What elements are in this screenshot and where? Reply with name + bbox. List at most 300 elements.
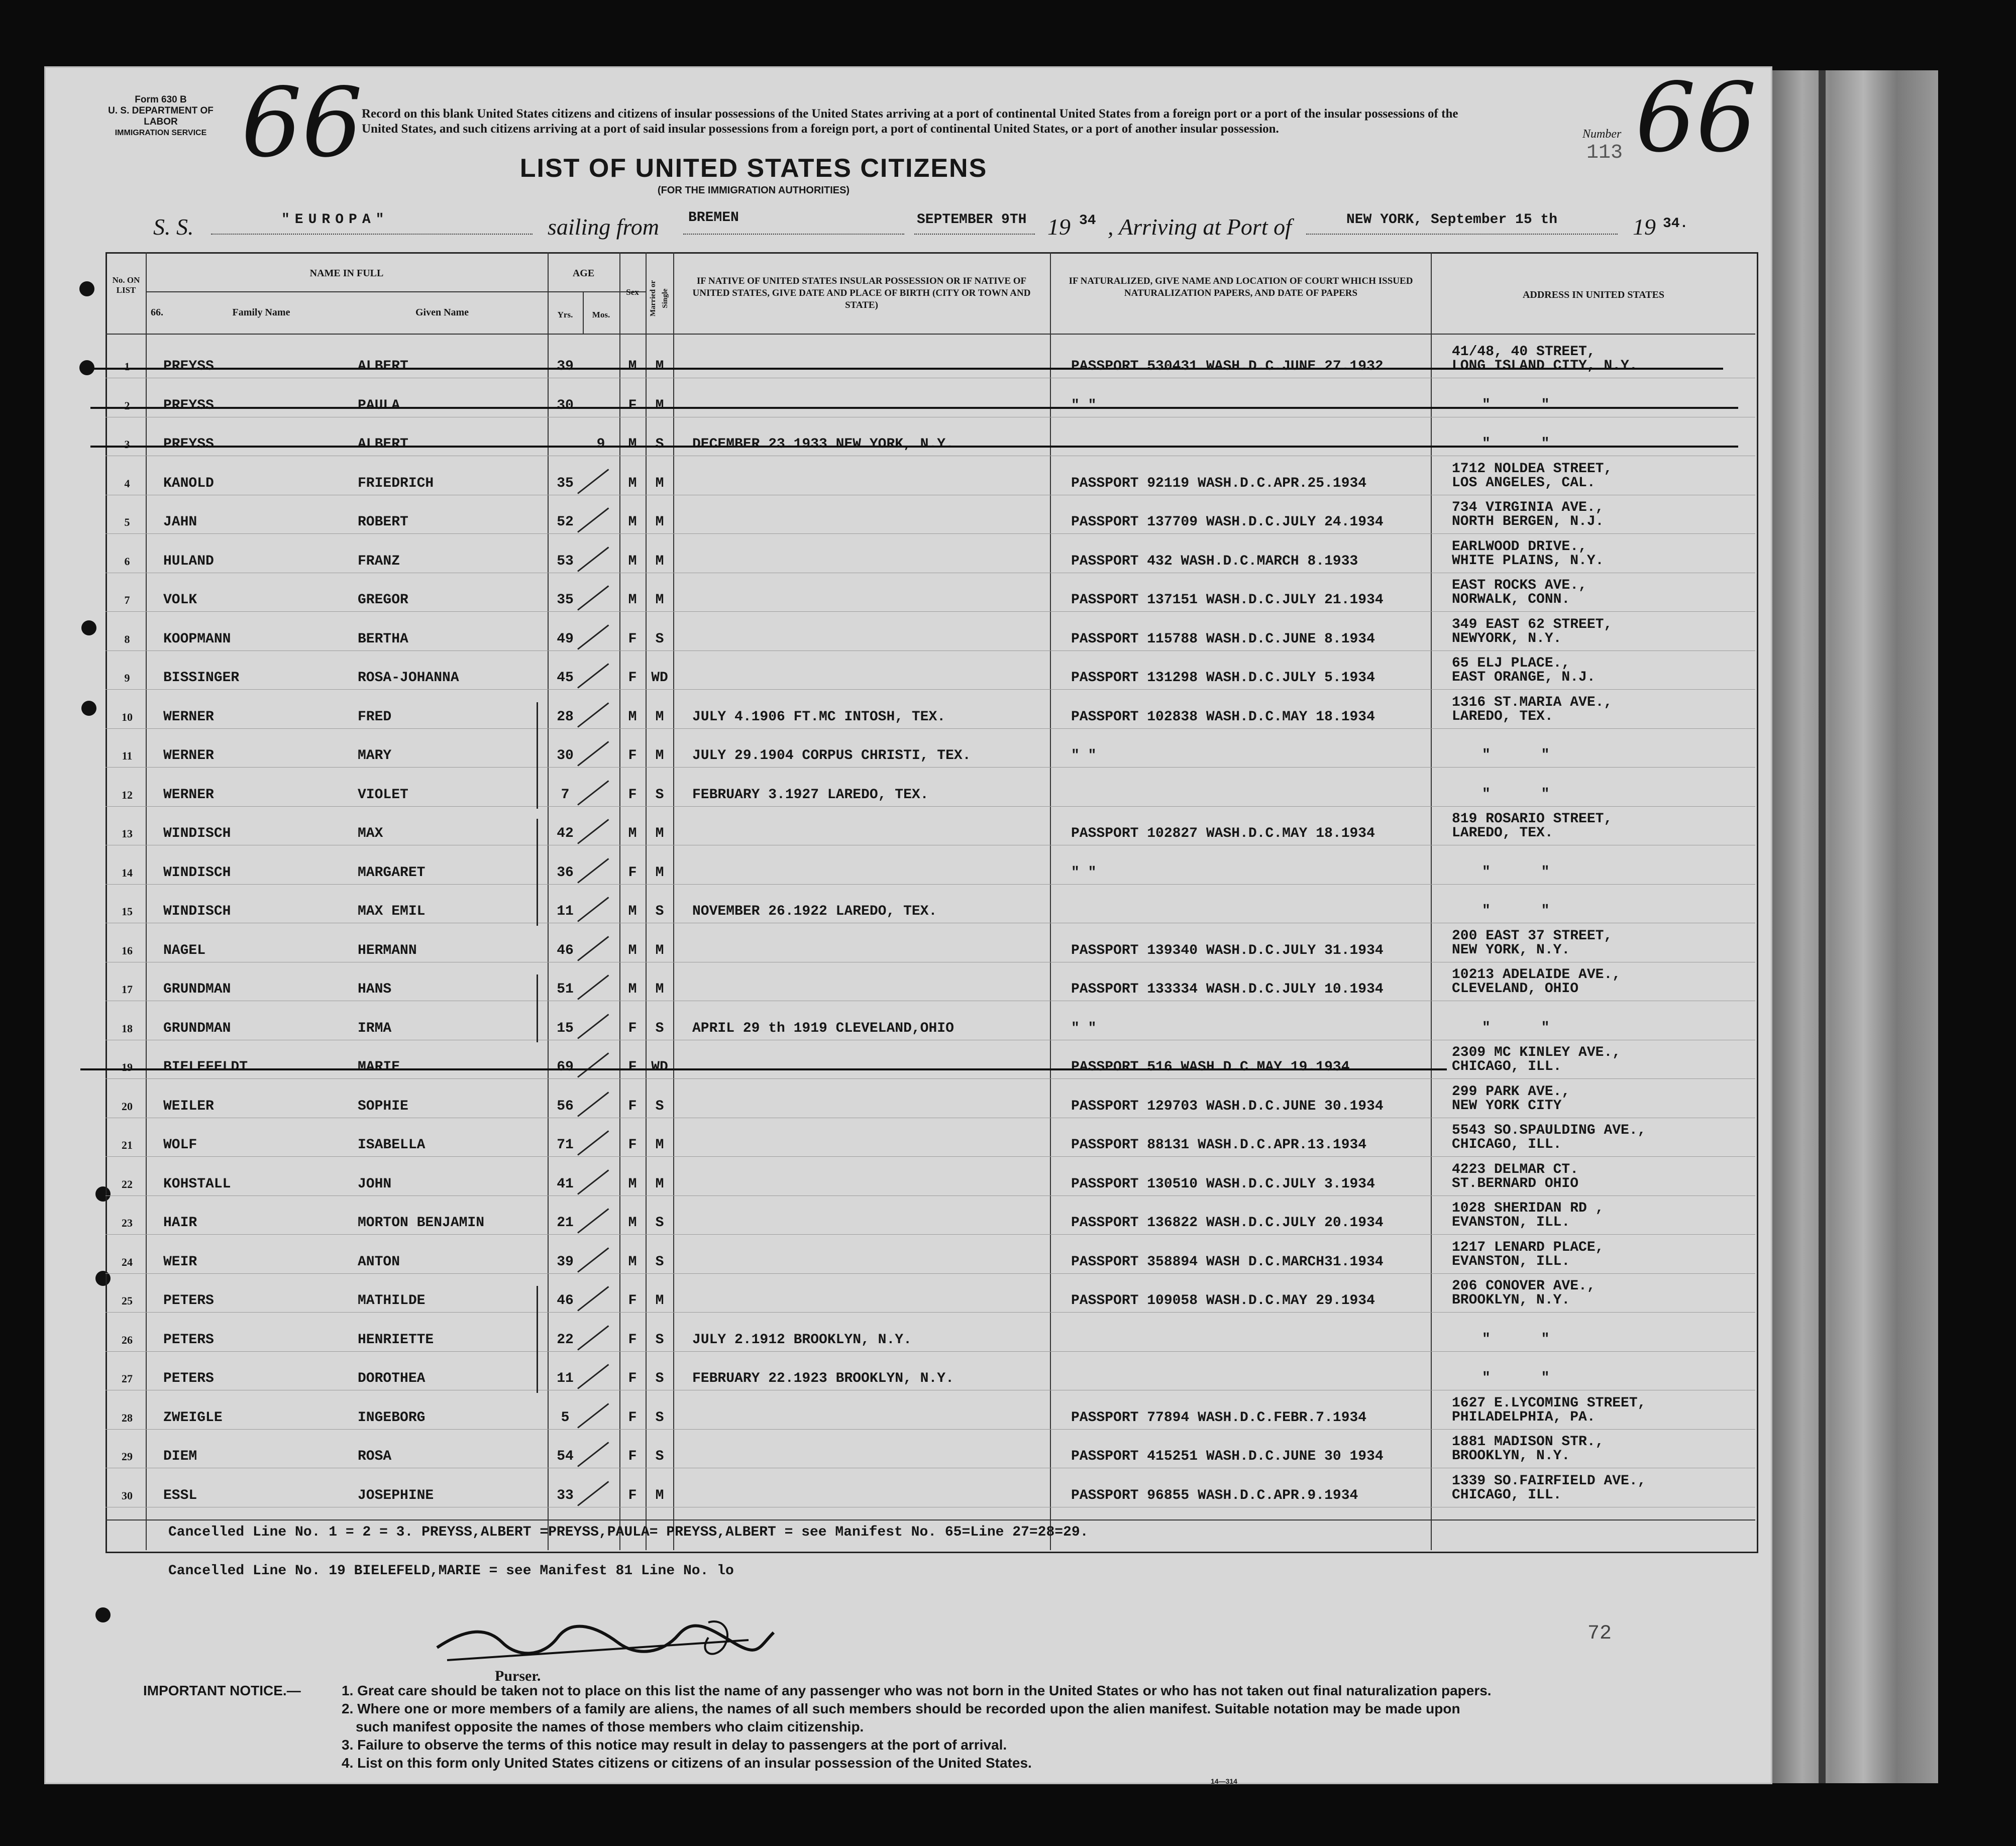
row-sex: F bbox=[628, 748, 637, 764]
sailing-year-prefix: 19 bbox=[1047, 214, 1071, 240]
row-ms: WD bbox=[651, 670, 668, 686]
row-nat: PASSPORT 92119 WASH.D.C.APR.25.1934 bbox=[1071, 475, 1367, 491]
row-address-line2: " " bbox=[1482, 747, 1550, 763]
row-family: HAIR bbox=[163, 1215, 197, 1231]
cancelled-note-2: Cancelled Line No. 19 BIELEFELD,MARIE = see Manifest 81 Line No. lo bbox=[168, 1563, 734, 1579]
row-address-line2: CLEVELAND, OHIO bbox=[1452, 981, 1579, 997]
purser-label: Purser. bbox=[495, 1668, 541, 1684]
form-number: Form 630 B bbox=[135, 94, 187, 105]
row-ms: M bbox=[655, 748, 664, 764]
row-nat: PASSPORT 96855 WASH.D.C.APR.9.1934 bbox=[1071, 1487, 1358, 1503]
row-address-line2: EVANSTON, ILL. bbox=[1452, 1253, 1570, 1269]
row-ms: M bbox=[655, 359, 664, 374]
handwritten-sheet-number-right: 66 bbox=[1635, 62, 1757, 173]
row-yrs: 49 bbox=[557, 631, 574, 647]
instructions-text: Record on this blank United States citizens and citizens of insular possessions of the United States arriving at a port of continental United States from a foreign port or a port of the insular possessions of the United States, and such citizens arriving at a port of said insular possessions from a foreign port, a port of continental United States, or a port of another insular possession. bbox=[362, 107, 1458, 136]
row-address-line2: CHICAGO, ILL. bbox=[1452, 1059, 1562, 1074]
row-sex: M bbox=[628, 475, 637, 491]
row-address-line2: " " bbox=[1482, 397, 1550, 413]
row-yrs: 21 bbox=[557, 1215, 574, 1231]
arriving-label: , Arriving at Port of bbox=[1108, 214, 1292, 240]
row-no: 15 bbox=[122, 905, 133, 918]
row-yrs: 46 bbox=[557, 942, 574, 958]
row-no: 18 bbox=[122, 1022, 133, 1035]
row-address-line2: CHICAGO, ILL. bbox=[1452, 1137, 1562, 1152]
row-yrs: 7 bbox=[561, 787, 570, 803]
row-yrs: 28 bbox=[557, 709, 574, 725]
row-given: BERTHA bbox=[358, 631, 408, 647]
row-ms: S bbox=[655, 1409, 664, 1426]
row-family: DIEM bbox=[163, 1449, 197, 1464]
row-yrs: 36 bbox=[557, 864, 574, 881]
row-no: 2 bbox=[124, 399, 130, 412]
notice-item-1: 1. Great care should be taken not to place on this list the name of any passenger who was not born in the United States or who has not taken out final naturalization papers. bbox=[342, 1683, 1492, 1698]
row-ms: M bbox=[655, 982, 664, 997]
page-mark: 72 bbox=[1587, 1622, 1612, 1645]
row-family: KANOLD bbox=[163, 475, 214, 491]
form-identifier bbox=[95, 94, 226, 139]
row-family: PREYSS bbox=[163, 437, 214, 452]
row-yrs: 69 bbox=[557, 1059, 574, 1075]
row-family: WERNER bbox=[163, 787, 214, 803]
row-family: WINDISCH bbox=[163, 826, 231, 841]
row-sex: M bbox=[628, 1176, 637, 1192]
row-given: MARGARET bbox=[358, 864, 426, 881]
row-nat: PASSPORT 109058 WASH.D.C.MAY 29.1934 bbox=[1071, 1293, 1375, 1309]
row-sex: F bbox=[628, 1293, 637, 1309]
row-ms: S bbox=[655, 437, 664, 452]
row-given: HANS bbox=[358, 982, 392, 997]
row-given: INGEBORG bbox=[358, 1409, 426, 1426]
row-birth: NOVEMBER 26.1922 LAREDO, TEX. bbox=[692, 904, 937, 919]
row-ms: S bbox=[655, 1371, 664, 1386]
row-sex: M bbox=[628, 1254, 637, 1270]
row-birth: DECEMBER 23.1933 NEW YORK, N.Y. bbox=[692, 437, 954, 452]
row-ms: M bbox=[655, 514, 664, 530]
row-sex: M bbox=[628, 359, 637, 374]
row-nat: PASSPORT 77894 WASH.D.C.FEBR.7.1934 bbox=[1071, 1409, 1367, 1426]
row-family: JAHN bbox=[163, 514, 197, 530]
row-yrs: 22 bbox=[557, 1332, 574, 1348]
row-family: GRUNDMAN bbox=[163, 982, 231, 997]
row-birth: APRIL 29 th 1919 CLEVELAND,OHIO bbox=[692, 1020, 954, 1036]
row-no: 5 bbox=[124, 516, 130, 528]
row-sex: F bbox=[628, 787, 637, 803]
punch-hole bbox=[95, 1607, 111, 1622]
row-yrs: 51 bbox=[557, 982, 574, 997]
cancel-strike-line bbox=[90, 407, 1738, 409]
row-ms: M bbox=[655, 475, 664, 491]
row-given: ROBERT bbox=[358, 514, 408, 530]
row-yrs: 42 bbox=[557, 826, 574, 841]
row-no: 4 bbox=[124, 477, 130, 490]
row-given: JOSEPHINE bbox=[358, 1487, 434, 1503]
row-address-line2: LAREDO, TEX. bbox=[1452, 825, 1553, 841]
family-bracket bbox=[537, 819, 538, 926]
row-nat: PASSPORT 137709 WASH.D.C.JULY 24.1934 bbox=[1071, 514, 1384, 530]
row-address-line1: 65 ELJ PLACE., bbox=[1452, 656, 1570, 671]
row-address-line2: LONG ISLAND CITY, N.Y. bbox=[1452, 358, 1638, 374]
arrival-year-prefix: 19 bbox=[1633, 214, 1656, 240]
row-birth: JULY 4.1906 FT.MC INTOSH, TEX. bbox=[692, 709, 946, 725]
row-no: 27 bbox=[122, 1372, 133, 1385]
row-no: 20 bbox=[122, 1100, 133, 1113]
row-address-line2: NEWYORK, N.Y. bbox=[1452, 630, 1562, 646]
row-given: FRIEDRICH bbox=[358, 475, 434, 491]
row-mos: 9 bbox=[596, 437, 605, 452]
row-ms: M bbox=[655, 1137, 664, 1153]
row-family: BIELEFELDT bbox=[163, 1059, 248, 1075]
row-no: 26 bbox=[122, 1333, 133, 1346]
row-ms: M bbox=[655, 1293, 664, 1309]
departure-port: BREMEN bbox=[688, 210, 739, 226]
row-ms: M bbox=[655, 864, 664, 881]
notice-heading: IMPORTANT NOTICE.— bbox=[143, 1683, 301, 1698]
row-no: 7 bbox=[124, 594, 130, 606]
family-bracket bbox=[537, 974, 538, 1042]
row-address-line2: LAREDO, TEX. bbox=[1452, 708, 1553, 724]
ship-name: "EUROPA" bbox=[281, 212, 389, 228]
notice-item-2: 2. Where one or more members of a family are aliens, the names of all such members should be recorded upon the alien manifest. Suitable notation may be made upon bbox=[342, 1701, 1460, 1716]
handwritten-sheet-number-left: 66 bbox=[241, 67, 363, 178]
row-given: ROSA bbox=[358, 1449, 392, 1464]
row-given: ALBERT bbox=[358, 359, 408, 374]
row-sex: M bbox=[628, 982, 637, 997]
row-address-line2: NEW YORK CITY bbox=[1452, 1098, 1562, 1114]
row-nat: PASSPORT 102838 WASH.D.C.MAY 18.1934 bbox=[1071, 709, 1375, 725]
row-address-line2: PHILADELPHIA, PA. bbox=[1452, 1409, 1596, 1425]
row-given: PAULA bbox=[358, 397, 400, 413]
header-married-single: Married or Single bbox=[649, 280, 669, 317]
row-address-line1: 1627 E.LYCOMING STREET, bbox=[1452, 1395, 1646, 1411]
row-sex: F bbox=[628, 631, 637, 647]
row-family: ZWEIGLE bbox=[163, 1409, 223, 1426]
row-yrs: 53 bbox=[557, 553, 574, 569]
row-address-line1: 1316 ST.MARIA AVE., bbox=[1452, 694, 1613, 710]
cancel-strike-line bbox=[90, 446, 1738, 448]
row-no: 9 bbox=[124, 672, 130, 684]
row-sex: F bbox=[628, 1020, 637, 1036]
row-no: 30 bbox=[122, 1489, 133, 1502]
row-family: WERNER bbox=[163, 748, 214, 764]
row-nat: PASSPORT 530431 WASH.D.C.JUNE 27.1932 bbox=[1071, 359, 1384, 374]
sailing-from-label: sailing from bbox=[548, 214, 659, 240]
row-sex: F bbox=[628, 1098, 637, 1114]
row-no: 24 bbox=[122, 1255, 133, 1268]
row-address-line2: NORTH BERGEN, N.J. bbox=[1452, 514, 1604, 529]
row-given: MORTON BENJAMIN bbox=[358, 1215, 485, 1231]
row-nat: PASSPORT 133334 WASH.D.C.JULY 10.1934 bbox=[1071, 982, 1384, 997]
number-label: Number bbox=[1582, 128, 1622, 141]
row-no: 14 bbox=[122, 866, 133, 879]
row-nat: PASSPORT 131298 WASH.D.C.JULY 5.1934 bbox=[1071, 670, 1375, 686]
row-given: MARIE bbox=[358, 1059, 400, 1075]
row-ms: WD bbox=[651, 1059, 668, 1075]
row-address-line1: 206 CONOVER AVE., bbox=[1452, 1278, 1596, 1294]
row-nat: " " bbox=[1071, 397, 1097, 413]
row-family: BISSINGER bbox=[163, 670, 240, 686]
row-given: MAX EMIL bbox=[358, 904, 426, 919]
row-nat: PASSPORT 88131 WASH.D.C.APR.13.1934 bbox=[1071, 1137, 1367, 1153]
row-nat: " " bbox=[1071, 748, 1097, 764]
row-nat: " " bbox=[1071, 1020, 1097, 1036]
notice-item-4: 4. List on this form only United States citizens or citizens of an insular possession of the United States. bbox=[342, 1755, 1032, 1771]
row-sex: M bbox=[628, 709, 637, 725]
row-address-line2: " " bbox=[1482, 864, 1550, 880]
number-typed: 113 bbox=[1586, 142, 1623, 164]
row-birth: JULY 2.1912 BROOKLYN, N.Y. bbox=[692, 1332, 912, 1348]
row-sex: F bbox=[628, 1409, 637, 1426]
header-sheet-number: 66. bbox=[151, 307, 163, 318]
row-address-line1: 819 ROSARIO STREET, bbox=[1452, 811, 1613, 827]
row-ms: M bbox=[655, 553, 664, 569]
row-no: 13 bbox=[122, 827, 133, 840]
row-family: WINDISCH bbox=[163, 864, 231, 881]
cancelled-note-1: Cancelled Line No. 1 = 2 = 3. PREYSS,ALBERT =PREYSS,PAULA= PREYSS,ALBERT = see Manifest No. 65=Line 27=28=29. bbox=[168, 1525, 1089, 1540]
row-given: HERMANN bbox=[358, 942, 417, 958]
row-sex: M bbox=[628, 437, 637, 452]
page-subtitle: (FOR THE IMMIGRATION AUTHORITIES) bbox=[657, 185, 850, 196]
row-sex: M bbox=[628, 592, 637, 608]
row-family: WERNER bbox=[163, 709, 214, 725]
print-code: 14—314 bbox=[1211, 1777, 1237, 1785]
row-nat: PASSPORT 358894 WASH D.C.MARCH31.1934 bbox=[1071, 1254, 1384, 1270]
department-name: U. S. DEPARTMENT OF LABOR bbox=[108, 105, 214, 127]
row-nat: PASSPORT 432 WASH.D.C.MARCH 8.1933 bbox=[1071, 553, 1358, 569]
row-address-line2: " " bbox=[1482, 903, 1550, 919]
row-family: HULAND bbox=[163, 553, 214, 569]
row-sex: F bbox=[628, 864, 637, 881]
row-family: VOLK bbox=[163, 592, 197, 608]
row-address-line2: BROOKLYN, N.Y. bbox=[1452, 1292, 1570, 1308]
row-address-line2: ST.BERNARD OHIO bbox=[1452, 1175, 1579, 1191]
row-nat: PASSPORT 130510 WASH.D.C.JULY 3.1934 bbox=[1071, 1176, 1375, 1192]
header-address: ADDRESS IN UNITED STATES bbox=[1522, 289, 1665, 300]
row-nat: PASSPORT 137151 WASH.D.C.JULY 21.1934 bbox=[1071, 592, 1384, 608]
cancel-strike-line bbox=[80, 1068, 1447, 1070]
row-address-line2: EVANSTON, ILL. bbox=[1452, 1215, 1570, 1230]
row-yrs: 45 bbox=[557, 670, 574, 686]
row-family: PREYSS bbox=[163, 359, 214, 374]
row-sex: F bbox=[628, 1449, 637, 1464]
row-no: 25 bbox=[122, 1294, 133, 1307]
header-no-on-list: No. ON LIST bbox=[112, 275, 140, 295]
row-no: 19 bbox=[122, 1061, 133, 1073]
row-family: WEIR bbox=[163, 1254, 197, 1270]
row-given: JOHN bbox=[358, 1176, 392, 1192]
row-given: DOROTHEA bbox=[358, 1371, 426, 1386]
row-yrs: 30 bbox=[557, 748, 574, 764]
row-address-line2: NORWALK, CONN. bbox=[1452, 592, 1570, 607]
row-ms: S bbox=[655, 1215, 664, 1231]
row-address-line1: 4223 DELMAR CT. bbox=[1452, 1161, 1579, 1177]
row-address-line1: 349 EAST 62 STREET, bbox=[1452, 616, 1613, 632]
row-no: 10 bbox=[122, 710, 133, 723]
row-given: MAX bbox=[358, 826, 383, 841]
row-ms: S bbox=[655, 1020, 664, 1036]
row-given: FRANZ bbox=[358, 553, 400, 569]
row-address-line1: 1217 LENARD PLACE, bbox=[1452, 1239, 1604, 1255]
row-address-line2: CHICAGO, ILL. bbox=[1452, 1487, 1562, 1503]
header-family-name: Family Name bbox=[232, 307, 290, 318]
row-family: PETERS bbox=[163, 1332, 214, 1348]
row-address-line1: 1881 MADISON STR., bbox=[1452, 1434, 1604, 1450]
row-address-line2: NEW YORK, N.Y. bbox=[1452, 942, 1570, 958]
row-no: 29 bbox=[122, 1450, 133, 1463]
row-family: NAGEL bbox=[163, 942, 206, 958]
row-given: IRMA bbox=[358, 1020, 392, 1036]
row-birth: FEBRUARY 22.1923 BROOKLYN, N.Y. bbox=[692, 1371, 954, 1386]
row-yrs: 71 bbox=[557, 1137, 574, 1153]
notice-item-3: 3. Failure to observe the terms of this notice may result in delay to passengers at the port of arrival. bbox=[342, 1737, 1007, 1753]
row-address-line1: 2309 MC KINLEY AVE., bbox=[1452, 1045, 1621, 1060]
row-family: KOHSTALL bbox=[163, 1176, 231, 1192]
row-ms: S bbox=[655, 1449, 664, 1464]
row-no: 1 bbox=[124, 360, 130, 373]
family-bracket bbox=[537, 702, 538, 809]
row-given: MATHILDE bbox=[358, 1293, 426, 1309]
row-given: ISABELLA bbox=[358, 1137, 426, 1153]
row-nat: PASSPORT 102827 WASH.D.C.MAY 18.1934 bbox=[1071, 826, 1375, 841]
row-address-line2: BROOKLYN, N.Y. bbox=[1452, 1448, 1570, 1464]
row-sex: M bbox=[628, 826, 637, 841]
row-family: WINDISCH bbox=[163, 904, 231, 919]
row-family: ESSL bbox=[163, 1487, 197, 1503]
row-given: SOPHIE bbox=[358, 1098, 408, 1114]
row-address-line1: 1712 NOLDEA STREET, bbox=[1452, 461, 1613, 477]
row-nat: " " bbox=[1071, 864, 1097, 881]
row-sex: F bbox=[628, 1059, 637, 1075]
row-ms: M bbox=[655, 592, 664, 608]
row-address-line1: 1339 SO.FAIRFIELD AVE., bbox=[1452, 1473, 1646, 1489]
punch-hole bbox=[81, 620, 96, 635]
row-family: PETERS bbox=[163, 1371, 214, 1386]
row-no: 16 bbox=[122, 944, 133, 957]
row-ms: S bbox=[655, 631, 664, 647]
row-given: VIOLET bbox=[358, 787, 408, 803]
row-ms: M bbox=[655, 826, 664, 841]
row-no: 28 bbox=[122, 1411, 133, 1424]
row-sex: M bbox=[628, 514, 637, 530]
row-ms: M bbox=[655, 709, 664, 725]
ss-label: S. S. bbox=[153, 214, 194, 240]
sailing-year: 34 bbox=[1079, 213, 1096, 229]
row-given: ANTON bbox=[358, 1254, 400, 1270]
row-no: 8 bbox=[124, 632, 130, 645]
row-address-line2: LOS ANGELES, CAL. bbox=[1452, 475, 1596, 491]
binding-shadow bbox=[1819, 70, 1826, 1783]
row-no: 21 bbox=[122, 1139, 133, 1151]
row-family: PREYSS bbox=[163, 397, 214, 413]
row-sex: M bbox=[628, 942, 637, 958]
row-address-line1: EARLWOOD DRIVE., bbox=[1452, 538, 1587, 555]
cancel-strike-line bbox=[80, 368, 1723, 370]
row-family: GRUNDMAN bbox=[163, 1020, 231, 1036]
row-yrs: 39 bbox=[557, 1254, 574, 1270]
row-nat: PASSPORT 136822 WASH.D.C.JULY 20.1934 bbox=[1071, 1215, 1384, 1231]
row-ms: S bbox=[655, 1254, 664, 1270]
row-no: 3 bbox=[124, 438, 130, 451]
header-years: Yrs. bbox=[557, 310, 573, 319]
row-yrs: 56 bbox=[557, 1098, 574, 1114]
row-nat: PASSPORT 139340 WASH.D.C.JULY 31.1934 bbox=[1071, 942, 1384, 958]
row-address-line1: 1028 SHERIDAN RD , bbox=[1452, 1201, 1604, 1216]
row-address-line1: 5543 SO.SPAULDING AVE., bbox=[1452, 1123, 1646, 1138]
row-no: 22 bbox=[122, 1177, 133, 1190]
header-sex: Sex bbox=[626, 287, 639, 297]
row-no: 17 bbox=[122, 983, 133, 996]
row-yrs: 30 bbox=[557, 397, 574, 413]
row-yrs: 39 bbox=[557, 359, 574, 374]
family-bracket bbox=[537, 1286, 538, 1393]
row-given: MARY bbox=[358, 748, 392, 764]
row-sex: F bbox=[628, 1332, 637, 1348]
row-address-line2: WHITE PLAINS, N.Y. bbox=[1452, 553, 1604, 569]
row-sex: F bbox=[628, 1137, 637, 1153]
row-yrs: 5 bbox=[561, 1409, 570, 1426]
row-yrs: 35 bbox=[557, 475, 574, 491]
row-no: 11 bbox=[122, 749, 133, 762]
punch-hole bbox=[81, 701, 96, 716]
row-ms: M bbox=[655, 397, 664, 413]
row-ms: S bbox=[655, 904, 664, 919]
row-given: ROSA-JOHANNA bbox=[358, 670, 459, 686]
row-address-line1: 299 PARK AVE., bbox=[1452, 1083, 1570, 1100]
row-address-line2: EAST ORANGE, N.J. bbox=[1452, 670, 1596, 685]
row-nat: PASSPORT 415251 WASH.D.C.JUNE 30 1934 bbox=[1071, 1449, 1384, 1464]
row-given: GREGOR bbox=[358, 592, 408, 608]
header-months: Mos. bbox=[592, 310, 610, 319]
row-nat: PASSPORT 516 WASH.D.C.MAY 19.1934 bbox=[1071, 1059, 1350, 1075]
row-ms: M bbox=[655, 1487, 664, 1503]
row-ms: S bbox=[655, 787, 664, 803]
row-given: ALBERT bbox=[358, 437, 408, 452]
sailing-date: SEPTEMBER 9TH bbox=[917, 212, 1027, 228]
row-yrs: 11 bbox=[557, 904, 574, 919]
page-title: LIST OF UNITED STATES CITIZENS bbox=[519, 154, 988, 183]
row-family: WEILER bbox=[163, 1098, 214, 1114]
row-address-line1: 41/48, 40 STREET, bbox=[1452, 344, 1596, 360]
row-sex: F bbox=[628, 1487, 637, 1503]
row-no: 6 bbox=[124, 555, 130, 568]
row-birth: FEBRUARY 3.1927 LAREDO, TEX. bbox=[692, 787, 929, 803]
row-family: WOLF bbox=[163, 1137, 197, 1153]
row-sex: M bbox=[628, 1215, 637, 1231]
row-address-line2: " " bbox=[1482, 786, 1550, 802]
header-name-in-full: NAME IN FULL bbox=[309, 268, 384, 279]
row-yrs: 15 bbox=[557, 1020, 574, 1036]
row-sex: F bbox=[628, 1371, 637, 1386]
row-yrs: 46 bbox=[557, 1293, 574, 1309]
arrival-port-date: NEW YORK, September 15 th bbox=[1346, 212, 1558, 228]
purser-signature bbox=[427, 1612, 779, 1673]
header-age: AGE bbox=[572, 268, 595, 279]
row-family: KOOPMANN bbox=[163, 631, 231, 647]
row-address-line2: " " bbox=[1482, 1020, 1550, 1036]
row-sex: F bbox=[628, 397, 637, 413]
row-sex: F bbox=[628, 670, 637, 686]
row-no: 23 bbox=[122, 1217, 133, 1229]
header-naturalization: IF NATURALIZED, GIVE NAME AND LOCATION OF COURT WHICH ISSUED NATURALIZATION PAPERS, AND DATE OF PAPERS bbox=[1069, 276, 1413, 298]
punch-hole bbox=[79, 281, 94, 296]
row-nat: PASSPORT 129703 WASH.D.C.JUNE 30.1934 bbox=[1071, 1098, 1384, 1114]
row-address-line1: EAST ROCKS AVE., bbox=[1452, 578, 1587, 593]
row-ms: M bbox=[655, 1176, 664, 1192]
row-yrs: 54 bbox=[557, 1449, 574, 1464]
header-given-name: Given Name bbox=[415, 307, 469, 318]
arrival-year: 34. bbox=[1663, 216, 1688, 232]
row-no: 12 bbox=[122, 788, 133, 801]
